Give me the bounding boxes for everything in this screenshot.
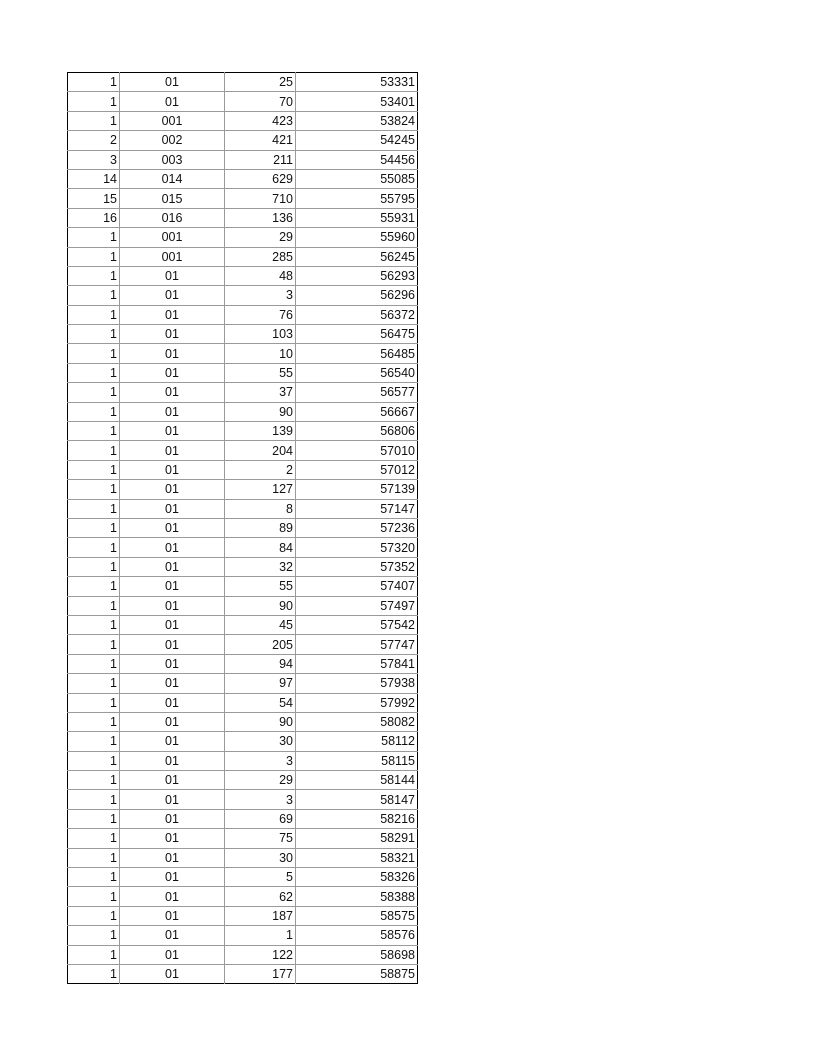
code-cell: 01 (120, 422, 225, 441)
running-total-cell: 53824 (296, 111, 418, 130)
count-cell: 1 (68, 499, 120, 518)
code-cell: 001 (120, 228, 225, 247)
code-cell: 01 (120, 480, 225, 499)
code-cell: 002 (120, 131, 225, 150)
code-cell: 01 (120, 654, 225, 673)
count-cell: 1 (68, 557, 120, 576)
table-row (68, 848, 418, 867)
table-row (68, 480, 418, 499)
running-total-cell: 55931 (296, 208, 418, 227)
running-total-cell: 56577 (296, 383, 418, 402)
code-cell: 01 (120, 596, 225, 615)
code-cell: 01 (120, 325, 225, 344)
table-row (68, 228, 418, 247)
table-row (68, 460, 418, 479)
amount-cell: 204 (225, 441, 296, 460)
running-total-cell: 56540 (296, 363, 418, 382)
table-row (68, 790, 418, 809)
code-cell: 01 (120, 926, 225, 945)
count-cell: 1 (68, 363, 120, 382)
count-cell: 1 (68, 596, 120, 615)
count-cell: 14 (68, 169, 120, 188)
table-row (68, 674, 418, 693)
count-cell: 1 (68, 926, 120, 945)
amount-cell: 54 (225, 693, 296, 712)
code-cell: 01 (120, 809, 225, 828)
code-cell: 003 (120, 150, 225, 169)
table-row (68, 751, 418, 770)
code-cell: 01 (120, 383, 225, 402)
count-cell: 1 (68, 92, 120, 111)
amount-cell: 285 (225, 247, 296, 266)
count-cell: 1 (68, 228, 120, 247)
data-table (67, 72, 418, 984)
amount-cell: 139 (225, 422, 296, 441)
count-cell: 1 (68, 518, 120, 537)
table-row (68, 771, 418, 790)
running-total-cell: 58326 (296, 868, 418, 887)
amount-cell: 5 (225, 868, 296, 887)
table-row (68, 363, 418, 382)
amount-cell: 48 (225, 266, 296, 285)
running-total-cell: 57352 (296, 557, 418, 576)
count-cell: 1 (68, 344, 120, 363)
amount-cell: 127 (225, 480, 296, 499)
code-cell: 01 (120, 557, 225, 576)
code-cell: 01 (120, 363, 225, 382)
code-cell: 01 (120, 964, 225, 983)
code-cell: 01 (120, 887, 225, 906)
table-row (68, 189, 418, 208)
code-cell: 01 (120, 577, 225, 596)
code-cell: 01 (120, 790, 225, 809)
amount-cell: 90 (225, 596, 296, 615)
table-row (68, 809, 418, 828)
table-row (68, 208, 418, 227)
amount-cell: 3 (225, 790, 296, 809)
count-cell: 1 (68, 402, 120, 421)
count-cell: 1 (68, 538, 120, 557)
code-cell: 01 (120, 732, 225, 751)
amount-cell: 421 (225, 131, 296, 150)
running-total-cell: 58115 (296, 751, 418, 770)
count-cell: 16 (68, 208, 120, 227)
running-total-cell: 57407 (296, 577, 418, 596)
count-cell: 1 (68, 654, 120, 673)
amount-cell: 211 (225, 150, 296, 169)
running-total-cell: 53401 (296, 92, 418, 111)
amount-cell: 29 (225, 228, 296, 247)
table-row (68, 712, 418, 731)
running-total-cell: 58291 (296, 829, 418, 848)
count-cell: 1 (68, 848, 120, 867)
amount-cell: 629 (225, 169, 296, 188)
table-row (68, 887, 418, 906)
code-cell: 01 (120, 538, 225, 557)
amount-cell: 75 (225, 829, 296, 848)
code-cell: 01 (120, 712, 225, 731)
count-cell: 15 (68, 189, 120, 208)
count-cell: 1 (68, 266, 120, 285)
amount-cell: 103 (225, 325, 296, 344)
code-cell: 01 (120, 906, 225, 925)
amount-cell: 25 (225, 73, 296, 92)
code-cell: 01 (120, 829, 225, 848)
code-cell: 01 (120, 344, 225, 363)
table-row (68, 383, 418, 402)
code-cell: 016 (120, 208, 225, 227)
count-cell: 1 (68, 868, 120, 887)
code-cell: 001 (120, 111, 225, 130)
code-cell: 01 (120, 499, 225, 518)
code-cell: 01 (120, 751, 225, 770)
table-row (68, 557, 418, 576)
running-total-cell: 56372 (296, 305, 418, 324)
count-cell: 1 (68, 732, 120, 751)
code-cell: 01 (120, 674, 225, 693)
amount-cell: 710 (225, 189, 296, 208)
count-cell: 1 (68, 809, 120, 828)
running-total-cell: 58575 (296, 906, 418, 925)
amount-cell: 45 (225, 615, 296, 634)
amount-cell: 76 (225, 305, 296, 324)
table-row (68, 615, 418, 634)
running-total-cell: 58698 (296, 945, 418, 964)
amount-cell: 84 (225, 538, 296, 557)
running-total-cell: 58112 (296, 732, 418, 751)
table-row (68, 111, 418, 130)
running-total-cell: 58576 (296, 926, 418, 945)
running-total-cell: 58875 (380, 967, 415, 982)
code-cell: 01 (120, 771, 225, 790)
amount-cell: 136 (225, 208, 296, 227)
running-total-cell: 58388 (296, 887, 418, 906)
amount-cell: 55 (225, 577, 296, 596)
running-total-cell: 58082 (296, 712, 418, 731)
table-row (68, 247, 418, 266)
amount-cell: 177 (225, 964, 296, 983)
running-total-cell: 58144 (296, 771, 418, 790)
table-row (68, 150, 418, 169)
amount-cell: 90 (225, 402, 296, 421)
amount-cell: 90 (225, 712, 296, 731)
running-total-cell: 54456 (296, 150, 418, 169)
table-row (68, 577, 418, 596)
running-total-cell: 57992 (296, 693, 418, 712)
count-cell: 1 (68, 635, 120, 654)
running-total-cell: 56806 (296, 422, 418, 441)
running-total-cell: 57938 (296, 674, 418, 693)
running-total-cell: 57320 (296, 538, 418, 557)
table-row (68, 73, 418, 92)
count-cell: 1 (68, 577, 120, 596)
count-cell: 1 (68, 771, 120, 790)
running-total-cell: 56485 (296, 344, 418, 363)
amount-cell: 30 (225, 848, 296, 867)
amount-cell: 1 (225, 926, 296, 945)
table-row (68, 538, 418, 557)
running-total-cell: 57139 (296, 480, 418, 499)
amount-cell: 69 (225, 809, 296, 828)
count-cell: 1 (68, 111, 120, 130)
count-cell: 1 (68, 829, 120, 848)
table-row (68, 305, 418, 324)
amount-cell: 122 (225, 945, 296, 964)
amount-cell: 30 (225, 732, 296, 751)
table-row (68, 732, 418, 751)
count-cell: 1 (68, 674, 120, 693)
running-total-cell: 57542 (296, 615, 418, 634)
table-row (68, 92, 418, 111)
running-total-cell: 57010 (296, 441, 418, 460)
table-row (68, 518, 418, 537)
table-row (68, 131, 418, 150)
table-row (68, 499, 418, 518)
table-body (68, 73, 418, 984)
count-cell: 2 (68, 131, 120, 150)
running-total-cell: 58321 (296, 848, 418, 867)
amount-cell: 423 (225, 111, 296, 130)
code-cell: 01 (120, 402, 225, 421)
table-row (68, 945, 418, 964)
amount-cell: 3 (225, 751, 296, 770)
table-row (68, 868, 418, 887)
table-row (68, 441, 418, 460)
table-row (68, 286, 418, 305)
count-cell: 1 (68, 693, 120, 712)
code-cell: 01 (120, 868, 225, 887)
count-cell: 3 (68, 150, 120, 169)
amount-cell: 70 (225, 92, 296, 111)
amount-cell: 97 (225, 674, 296, 693)
table-row (68, 325, 418, 344)
code-cell: 015 (120, 189, 225, 208)
count-cell: 1 (68, 460, 120, 479)
count-cell: 1 (68, 790, 120, 809)
table-row (68, 926, 418, 945)
running-total-cell: 56667 (296, 402, 418, 421)
amount-cell: 8 (225, 499, 296, 518)
running-total-cell: 55960 (296, 228, 418, 247)
amount-cell: 2 (225, 460, 296, 479)
amount-cell: 29 (225, 771, 296, 790)
code-cell: 01 (120, 305, 225, 324)
code-cell: 001 (120, 247, 225, 266)
amount-cell: 187 (225, 906, 296, 925)
count-cell: 1 (68, 325, 120, 344)
running-total-cell: 56475 (296, 325, 418, 344)
count-cell: 1 (68, 422, 120, 441)
running-total-cell: 57012 (296, 460, 418, 479)
running-total-cell: 57841 (296, 654, 418, 673)
running-total-cell: 57147 (296, 499, 418, 518)
amount-cell: 10 (225, 344, 296, 363)
code-cell: 01 (120, 92, 225, 111)
running-total-cell: 55795 (296, 189, 418, 208)
table-row (68, 169, 418, 188)
code-cell: 01 (120, 945, 225, 964)
count-cell: 1 (68, 383, 120, 402)
running-total-cell: 57236 (296, 518, 418, 537)
table-row (68, 906, 418, 925)
table-row (68, 422, 418, 441)
table-row (68, 596, 418, 615)
count-cell: 1 (68, 751, 120, 770)
table-row (68, 402, 418, 421)
code-cell: 01 (120, 615, 225, 634)
code-cell: 014 (120, 169, 225, 188)
code-cell: 01 (120, 73, 225, 92)
count-cell: 1 (68, 305, 120, 324)
count-cell: 1 (68, 964, 120, 983)
running-total-cell: 58147 (296, 790, 418, 809)
running-total-cell: 58216 (296, 809, 418, 828)
count-cell: 1 (68, 945, 120, 964)
amount-cell: 94 (225, 654, 296, 673)
amount-cell: 55 (225, 363, 296, 382)
amount-cell: 32 (225, 557, 296, 576)
amount-cell: 3 (225, 286, 296, 305)
count-cell: 1 (68, 712, 120, 731)
amount-cell: 205 (225, 635, 296, 654)
table-row (68, 654, 418, 673)
count-cell: 1 (68, 286, 120, 305)
running-total-cell: 56293 (296, 266, 418, 285)
amount-cell: 62 (225, 887, 296, 906)
count-cell: 1 (68, 615, 120, 634)
table-row (68, 964, 418, 983)
amount-cell: 37 (225, 383, 296, 402)
count-cell: 1 (68, 480, 120, 499)
code-cell: 01 (120, 693, 225, 712)
table-row (68, 266, 418, 285)
count-cell: 1 (68, 441, 120, 460)
running-total-cell: 57497 (296, 596, 418, 615)
code-cell: 01 (120, 286, 225, 305)
table-row (68, 635, 418, 654)
running-total-cell: 54245 (296, 131, 418, 150)
code-cell: 01 (120, 635, 225, 654)
count-cell: 1 (68, 906, 120, 925)
code-cell: 01 (120, 848, 225, 867)
code-cell: 01 (120, 518, 225, 537)
code-cell: 01 (120, 441, 225, 460)
count-cell: 1 (68, 247, 120, 266)
code-cell: 01 (120, 266, 225, 285)
running-total-cell: 53331 (296, 73, 418, 92)
count-cell: 1 (68, 73, 120, 92)
amount-cell: 89 (225, 518, 296, 537)
code-cell: 01 (120, 460, 225, 479)
table-row (68, 344, 418, 363)
running-total-cell: 55085 (296, 169, 418, 188)
running-total-cell: 56245 (296, 247, 418, 266)
table-row (68, 829, 418, 848)
running-total-cell: 57747 (296, 635, 418, 654)
count-cell: 1 (68, 887, 120, 906)
running-total-cell: 56296 (296, 286, 418, 305)
table-row (68, 693, 418, 712)
